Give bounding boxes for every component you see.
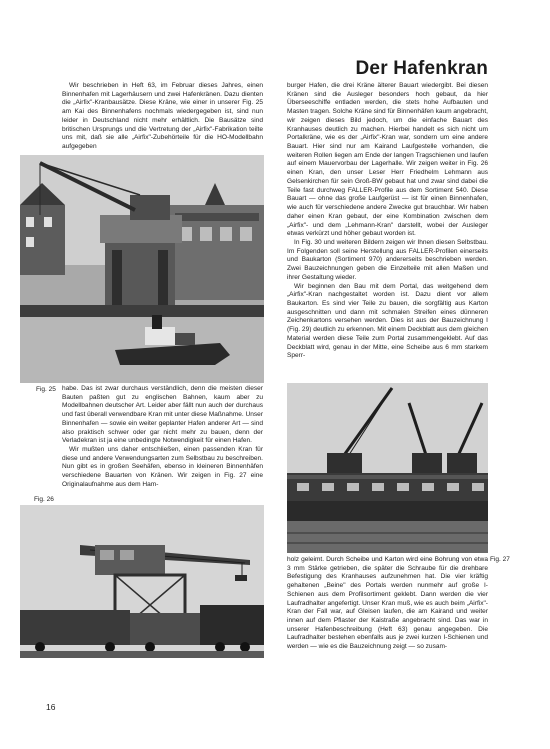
fig26-caption: Fig. 26 [34, 496, 54, 503]
fig27-caption: Fig. 27 [490, 556, 510, 563]
article-title: Der Hafenkran [355, 58, 488, 79]
paragraph: Wir mußten uns daher entschließen, einen passenden Kran für diese und andere Verwendungsarten zum Selbstbau zu beschreiben. Nun gibt es in großen Seehäfen, ebenso in kleineren Binnenhäfen verschiedene Bauarten von Kränen. Wir zeigen in Fig. 27 eine Originalaufnahme aus dem Ham- [62, 446, 263, 488]
harbour-model-image [20, 155, 264, 383]
paragraph: burger Hafen, die drei Kräne älterer Bauart wiedergibt. Bei diesen Kränen sind die Ausleger besonders hoch gebaut, da hier Überseeschiffe entladen werden, die stets hohe Aufbauten und Masten tragen. Solche Kräne sind für Binnenhäfen kaum angebracht, wir zeigen dieses Bild jedoch, um die einfache Bauart des Kranhauses deutlich zu machen. Hierbei handelt es sich nicht um Portalkräne, wie es der „Airfix"-Kran war, sondern um eine andere Bauart. Hier sind nur am Kairand Laufgestelle vorhanden, die weiteren Rollen liegen am Ende der langen Tragschienen und laufen auf einem Mauervorbau der Lagerhalle. Wir zeigen weiter in Fig. 26 einen Kran, den unser Leser Herr Friedhelm Lehmann aus Gelsenkirchen für sein Groß-BW gebaut hat und zwar sind dabei die Teile fast durchweg FALLER-Profile aus dem Sortiment 540. Diese Bauart — ohne das große Laufgerüst — ist für einen Binnenhafen, wie auch für verschiedene andere Zwecke gut brauchbar. Wir haben daher einen Kran gebaut, der eine Kombination zwischen dem „Airfix"- und dem „Lehmann-Kran" darstellt, wobei der Ausleger etwas verkürzt und höher gebaut worden ist. [287, 82, 488, 238]
paragraph: Wir beginnen den Bau mit dem Portal, das weitgehend dem „Airfix"-Kran nachgestaltet worden ist. Dazu dient vor allem Baukarton. Es sind vier Teile zu bauen, die sorgfältig aus Karton ausgeschnitten und dann mit schmalen Streifen eines dünneren Zeichenkartons versehen werden. Dies ist aus der Bauzeichnung I (Fig. 29) deutlich zu erkennen. Mit einem Deckblatt aus dem gleichen Material werden diese Teile zum Portal zusammengeklebt. Auf das Deckblatt wird, genau in der Mitte, eine Scheibe aus 6 mm starkem Sperr- [287, 282, 488, 360]
left-column-top [62, 82, 263, 152]
fig25-photo [20, 155, 264, 383]
left-column-bottom [62, 385, 263, 490]
fig25-caption: Fig. 25 [36, 386, 56, 393]
paragraph: Wir beschrieben in Heft 63, im Februar dieses Jahres, einen Binnenhafen mit Lagerhäusern und zwei Hafenkränen. Dazu dienten die „Airfix"-Kranbausätze. Diese Kräne, wie einer in unserer Fig. 25 am Kai des Binnenhafens nochmals wiedergegeben ist, sind nun leider in Deutschland nicht mehr erhältlich. Die Bausätze sind britischen Ursprungs und die Vertretung der „Airfix"-Fabrikation teilte uns mit, daß sie alle „Airfix"-Zubehörteile für die HO-Modellbahn aufgegeben [62, 82, 263, 151]
paragraph: In Fig. 30 und weiteren Bildern zeigen wir Ihnen diesen Selbstbau. Im Folgenden soll seine Herstellung aus FALLER-Profilen einerseits und Baukarton (Sortiment 970) andererseits beschrieben werden. Zwei Bauzeichnungen geben die Einzelteile mit allen Maßen und ihrer Gestaltung wieder. [287, 238, 488, 281]
fig26-photo [20, 505, 264, 658]
right-column-top [287, 82, 488, 361]
crane-with-train-image [20, 505, 264, 658]
fig27-photo [287, 383, 488, 553]
paragraph: holz geleimt. Durch Scheibe und Karton wird eine Bohrung von etwa 3 mm Stärke getrieben, die später die Schraube für die drehbare Befestigung des Kranhauses aufzunehmen hat. Die vier kräftig gehaltenen „Beine" des Portals werden nunmehr auf große I-Schienen aus dem Profilsortiment geklebt. Dann werden die vier Laufradhalter angefertigt. Unser Kran muß, wie es auch beim „Airfix"-Kran der Fall war, auf Gleisen laufen, die am Kairand und weiter innen auf dem Pflaster der Kaistraße angebracht sind. Das war in unserer Hafenbeschreibung (Heft 63) genau angegeben. Die Laufradhalter bestehen ebenfalls aus je zwei kurzen I-Schienen und werden — wie es die Bauzeichnung zeigt — so zusam- [287, 556, 488, 651]
hamburg-cranes-image [287, 383, 488, 553]
page-number: 16 [46, 702, 56, 712]
right-column-bottom [287, 556, 488, 652]
paragraph: habe. Das ist zwar durchaus verständlich, denn die meisten dieser Bauten paßten gut zu englischen Bahnen, kaum aber zu Modellbahnen deutscher Art. Leider aber fällt nun auch der durchaus und fast überall verwendbare Kran mit unter diese Maßnahme. Unser Binnenhafen — sowie ein weiter geplanter Hafen anderer Art — sind also praktisch schwer oder gar nicht mehr zu bauen, denn der Verladekran ist ja eine unbedingte Notwendigkeit für einen Hafen. [62, 385, 263, 445]
